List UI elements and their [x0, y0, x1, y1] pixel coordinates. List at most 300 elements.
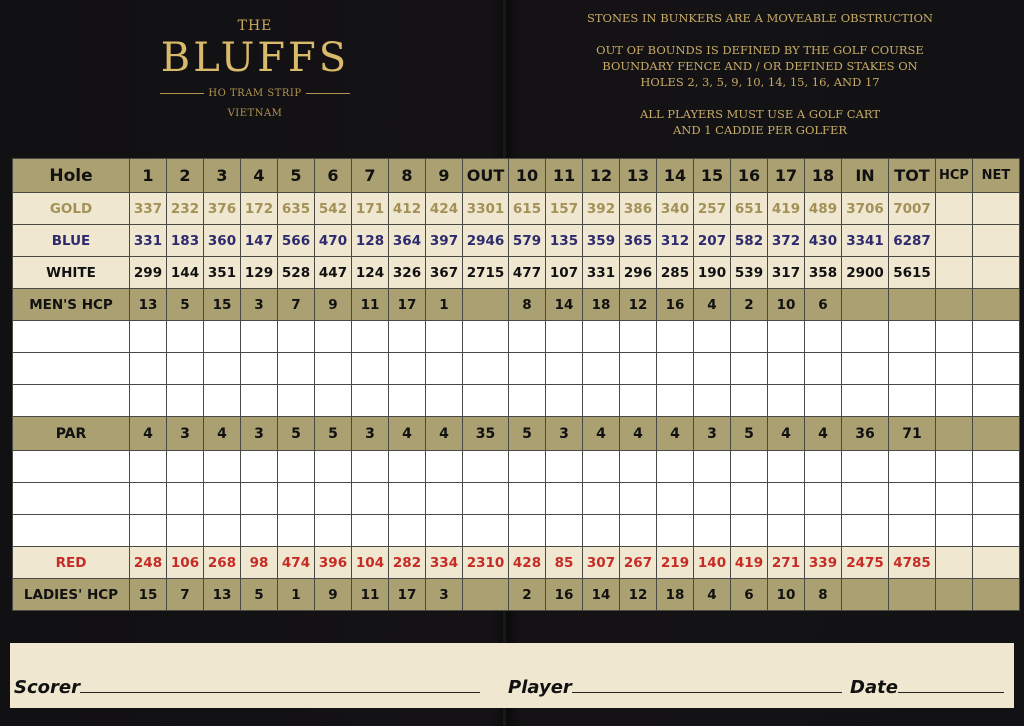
par-row-cell: 3	[546, 417, 583, 451]
player-label: Player	[508, 677, 572, 698]
ladies-hcp-row-cell: 16	[546, 579, 583, 611]
mens-hcp-row-cell: 11	[352, 289, 389, 321]
score-entry-cell[interactable]	[583, 353, 620, 385]
white-tee-row-cell	[936, 257, 973, 289]
gold-tee-row-cell: 340	[657, 193, 694, 225]
score-entry-cell[interactable]	[657, 385, 694, 417]
score-entry-cell[interactable]	[13, 515, 130, 547]
blue-tee-row-cell: 372	[768, 225, 805, 257]
score-entry-cell[interactable]	[583, 385, 620, 417]
score-entry-cell[interactable]	[389, 451, 426, 483]
score-entry-cell[interactable]	[315, 483, 352, 515]
gold-tee-row-cell: 386	[620, 193, 657, 225]
hole-header-row-cell: HCP	[936, 159, 973, 193]
logo-location-text: HO TRAM STRIP	[208, 88, 302, 99]
score-entry-cell[interactable]	[842, 385, 889, 417]
score-row	[13, 515, 1020, 547]
par-row-cell: 3	[241, 417, 278, 451]
par-row-cell: 71	[889, 417, 936, 451]
score-row	[13, 385, 1020, 417]
signature-strip	[10, 643, 1014, 708]
red-tee-row-cell: 219	[657, 547, 694, 579]
score-entry-cell[interactable]	[973, 451, 1020, 483]
gold-tee-row-cell	[973, 193, 1020, 225]
score-entry-cell[interactable]	[889, 451, 936, 483]
white-tee-row-cell: 317	[768, 257, 805, 289]
ladies-hcp-row-cell: 5	[241, 579, 278, 611]
score-entry-cell[interactable]	[546, 483, 583, 515]
hole-header-row-cell: 11	[546, 159, 583, 193]
gold-tee-row-label: GOLD	[13, 193, 130, 225]
score-entry-cell[interactable]	[315, 353, 352, 385]
par-row-cell: 3	[352, 417, 389, 451]
score-entry-cell[interactable]	[620, 385, 657, 417]
white-tee-row-cell: 296	[620, 257, 657, 289]
red-tee-row-cell: 339	[805, 547, 842, 579]
score-entry-cell[interactable]	[315, 385, 352, 417]
score-row	[13, 353, 1020, 385]
ladies-hcp-row-cell	[936, 579, 973, 611]
score-entry-cell[interactable]	[278, 451, 315, 483]
score-entry-cell[interactable]	[241, 385, 278, 417]
par-row-cell: 4	[426, 417, 463, 451]
hole-header-row-cell: OUT	[463, 159, 509, 193]
gold-tee-row-cell: 3706	[842, 193, 889, 225]
hole-header-row-cell: 13	[620, 159, 657, 193]
score-entry-cell[interactable]	[936, 515, 973, 547]
blue-tee-row-cell: 3341	[842, 225, 889, 257]
ladies-hcp-row-cell: 1	[278, 579, 315, 611]
hole-header-row-label: Hole	[13, 159, 130, 193]
score-entry-cell[interactable]	[546, 385, 583, 417]
scorer-field[interactable]	[14, 677, 480, 698]
red-tee-row-cell: 396	[315, 547, 352, 579]
score-entry-cell[interactable]	[463, 321, 509, 353]
score-entry-cell[interactable]	[889, 321, 936, 353]
par-row-cell: 4	[583, 417, 620, 451]
gold-tee-row-cell: 651	[731, 193, 768, 225]
score-entry-cell[interactable]	[315, 451, 352, 483]
white-tee-row-cell: 5615	[889, 257, 936, 289]
white-tee-row-cell: 358	[805, 257, 842, 289]
score-entry-cell[interactable]	[805, 321, 842, 353]
gold-tee-row-cell: 257	[694, 193, 731, 225]
red-tee-row-cell: 268	[204, 547, 241, 579]
score-entry-cell[interactable]	[546, 353, 583, 385]
score-entry-cell[interactable]	[842, 515, 889, 547]
blue-tee-row-cell: 135	[546, 225, 583, 257]
gold-tee-row-cell: 615	[509, 193, 546, 225]
white-tee-row-cell: 447	[315, 257, 352, 289]
score-entry-cell[interactable]	[426, 515, 463, 547]
mens-hcp-row-cell: 15	[204, 289, 241, 321]
score-entry-cell[interactable]	[694, 451, 731, 483]
par-row-cell	[973, 417, 1020, 451]
score-entry-cell[interactable]	[278, 321, 315, 353]
hole-header-row-cell: 6	[315, 159, 352, 193]
score-entry-cell[interactable]	[463, 515, 509, 547]
score-entry-cell[interactable]	[509, 515, 546, 547]
score-entry-cell[interactable]	[768, 451, 805, 483]
score-entry-cell[interactable]	[426, 321, 463, 353]
blue-tee-row-cell: 207	[694, 225, 731, 257]
blue-tee-row-cell: 397	[426, 225, 463, 257]
score-entry-cell[interactable]	[583, 321, 620, 353]
gold-tee-row-cell: 419	[768, 193, 805, 225]
score-entry-cell[interactable]	[509, 451, 546, 483]
white-tee-row-cell: 528	[278, 257, 315, 289]
hole-header-row-cell: 17	[768, 159, 805, 193]
score-entry-cell[interactable]	[204, 385, 241, 417]
score-entry-cell[interactable]	[13, 353, 130, 385]
par-row-cell: 35	[463, 417, 509, 451]
gold-tee-row-cell: 542	[315, 193, 352, 225]
ladies-hcp-row-cell: 4	[694, 579, 731, 611]
score-entry-cell[interactable]	[130, 515, 167, 547]
blue-tee-row-cell: 470	[315, 225, 352, 257]
white-tee-row-cell	[973, 257, 1020, 289]
red-tee-row-cell: 140	[694, 547, 731, 579]
gold-tee-row-cell: 376	[204, 193, 241, 225]
score-entry-cell[interactable]	[805, 451, 842, 483]
score-entry-cell[interactable]	[315, 321, 352, 353]
score-entry-cell[interactable]	[426, 483, 463, 515]
gold-tee-row-cell: 157	[546, 193, 583, 225]
score-entry-cell[interactable]	[620, 515, 657, 547]
blue-tee-row-cell: 2946	[463, 225, 509, 257]
score-entry-cell[interactable]	[805, 483, 842, 515]
score-entry-cell[interactable]	[583, 451, 620, 483]
score-entry-cell[interactable]	[426, 451, 463, 483]
hole-header-row-cell: 10	[509, 159, 546, 193]
red-tee-row-cell: 474	[278, 547, 315, 579]
score-entry-cell[interactable]	[241, 515, 278, 547]
score-entry-cell[interactable]	[768, 353, 805, 385]
score-entry-cell[interactable]	[620, 451, 657, 483]
ladies-hcp-row-cell: 2	[509, 579, 546, 611]
score-entry-cell[interactable]	[805, 515, 842, 547]
score-entry-cell[interactable]	[278, 515, 315, 547]
score-entry-cell[interactable]	[546, 321, 583, 353]
score-entry-cell[interactable]	[278, 385, 315, 417]
par-row-cell: 5	[509, 417, 546, 451]
score-entry-cell[interactable]	[768, 515, 805, 547]
score-entry-cell[interactable]	[463, 483, 509, 515]
score-entry-cell[interactable]	[352, 515, 389, 547]
score-entry-cell[interactable]	[130, 483, 167, 515]
score-entry-cell[interactable]	[889, 385, 936, 417]
score-entry-cell[interactable]	[509, 385, 546, 417]
score-entry-cell[interactable]	[13, 483, 130, 515]
score-entry-cell[interactable]	[130, 321, 167, 353]
score-entry-cell[interactable]	[13, 385, 130, 417]
score-entry-cell[interactable]	[973, 385, 1020, 417]
score-entry-cell[interactable]	[842, 353, 889, 385]
par-row-cell: 3	[694, 417, 731, 451]
blue-tee-row-cell: 183	[167, 225, 204, 257]
score-entry-cell[interactable]	[241, 483, 278, 515]
score-entry-cell[interactable]	[694, 483, 731, 515]
score-entry-cell[interactable]	[731, 385, 768, 417]
score-entry-cell[interactable]	[936, 385, 973, 417]
score-entry-cell[interactable]	[204, 321, 241, 353]
score-entry-cell[interactable]	[583, 483, 620, 515]
ladies-hcp-row-cell: 6	[731, 579, 768, 611]
red-tee-row-cell: 307	[583, 547, 620, 579]
score-entry-cell[interactable]	[805, 385, 842, 417]
date-line[interactable]	[898, 678, 1004, 693]
rule-3	[560, 106, 960, 138]
blue-tee-row-cell: 312	[657, 225, 694, 257]
mens-hcp-row-cell: 10	[768, 289, 805, 321]
score-entry-cell[interactable]	[352, 353, 389, 385]
score-entry-cell[interactable]	[936, 451, 973, 483]
blue-tee-row-cell: 6287	[889, 225, 936, 257]
logo-country: VIETNAM	[227, 108, 283, 119]
scorecard-table	[12, 158, 1020, 611]
score-entry-cell[interactable]	[620, 321, 657, 353]
score-entry-cell[interactable]	[204, 515, 241, 547]
red-tee-row-cell: 85	[546, 547, 583, 579]
hole-header-row	[13, 159, 1020, 193]
score-entry-cell[interactable]	[973, 483, 1020, 515]
score-entry-cell[interactable]	[768, 385, 805, 417]
score-entry-cell[interactable]	[694, 321, 731, 353]
mens-hcp-row-cell	[842, 289, 889, 321]
score-entry-cell[interactable]	[509, 483, 546, 515]
mens-hcp-row	[13, 289, 1020, 321]
hole-header-row-cell: 7	[352, 159, 389, 193]
mens-hcp-row-cell: 2	[731, 289, 768, 321]
score-entry-cell[interactable]	[463, 451, 509, 483]
par-row-cell: 4	[768, 417, 805, 451]
hole-header-row-cell: 5	[278, 159, 315, 193]
score-entry-cell[interactable]	[130, 451, 167, 483]
ladies-hcp-row-cell	[973, 579, 1020, 611]
score-entry-cell[interactable]	[889, 353, 936, 385]
player-field[interactable]	[508, 677, 842, 698]
date-field[interactable]	[850, 677, 1004, 698]
white-tee-row-cell: 144	[167, 257, 204, 289]
scorer-label: Scorer	[14, 677, 80, 698]
logo-rule-left	[160, 93, 204, 94]
score-entry-cell[interactable]	[389, 515, 426, 547]
score-entry-cell[interactable]	[389, 483, 426, 515]
scorer-line[interactable]	[80, 678, 480, 693]
rule-3-line-2: AND 1 CADDIE PER GOLFER	[672, 123, 848, 137]
score-entry-cell[interactable]	[889, 483, 936, 515]
score-entry-cell[interactable]	[657, 353, 694, 385]
score-row	[13, 451, 1020, 483]
hole-header-row-cell: 3	[204, 159, 241, 193]
score-entry-cell[interactable]	[352, 483, 389, 515]
hole-header-row-cell: NET	[973, 159, 1020, 193]
ladies-hcp-row-cell: 14	[583, 579, 620, 611]
score-entry-cell[interactable]	[546, 515, 583, 547]
score-entry-cell[interactable]	[167, 483, 204, 515]
par-row-cell	[936, 417, 973, 451]
par-row-label: PAR	[13, 417, 130, 451]
hole-header-row-cell: 18	[805, 159, 842, 193]
score-entry-cell[interactable]	[973, 321, 1020, 353]
mens-hcp-row-cell: 5	[167, 289, 204, 321]
score-entry-cell[interactable]	[463, 385, 509, 417]
blue-tee-row-cell: 365	[620, 225, 657, 257]
blue-tee-row-cell: 430	[805, 225, 842, 257]
score-entry-cell[interactable]	[694, 353, 731, 385]
ladies-hcp-row-cell: 12	[620, 579, 657, 611]
score-entry-cell[interactable]	[694, 385, 731, 417]
score-entry-cell[interactable]	[731, 321, 768, 353]
score-entry-cell[interactable]	[620, 483, 657, 515]
blue-tee-row-label: BLUE	[13, 225, 130, 257]
gold-tee-row	[13, 193, 1020, 225]
score-entry-cell[interactable]	[167, 515, 204, 547]
score-entry-cell[interactable]	[731, 353, 768, 385]
red-tee-row-cell	[936, 547, 973, 579]
score-entry-cell[interactable]	[426, 353, 463, 385]
hole-header-row-cell: 1	[130, 159, 167, 193]
blue-tee-row-cell	[973, 225, 1020, 257]
score-entry-cell[interactable]	[352, 451, 389, 483]
score-entry-cell[interactable]	[130, 353, 167, 385]
score-entry-cell[interactable]	[842, 451, 889, 483]
score-entry-cell[interactable]	[167, 385, 204, 417]
red-tee-row-cell: 106	[167, 547, 204, 579]
red-tee-row-cell: 334	[426, 547, 463, 579]
gold-tee-row-cell: 635	[278, 193, 315, 225]
score-entry-cell[interactable]	[315, 515, 352, 547]
score-entry-cell[interactable]	[936, 483, 973, 515]
hole-header-row-cell: 4	[241, 159, 278, 193]
red-tee-row-cell: 2310	[463, 547, 509, 579]
hole-header-row-cell: 12	[583, 159, 620, 193]
red-tee-row-label: RED	[13, 547, 130, 579]
score-entry-cell[interactable]	[509, 353, 546, 385]
ladies-hcp-row-cell	[842, 579, 889, 611]
score-entry-cell[interactable]	[936, 321, 973, 353]
score-entry-cell[interactable]	[842, 321, 889, 353]
score-entry-cell[interactable]	[426, 385, 463, 417]
ladies-hcp-row-cell: 7	[167, 579, 204, 611]
score-entry-cell[interactable]	[694, 515, 731, 547]
blue-tee-row-cell: 128	[352, 225, 389, 257]
score-entry-cell[interactable]	[389, 321, 426, 353]
score-entry-cell[interactable]	[546, 451, 583, 483]
score-entry-cell[interactable]	[889, 515, 936, 547]
hole-header-row-cell: IN	[842, 159, 889, 193]
white-tee-row-cell: 326	[389, 257, 426, 289]
mens-hcp-row-cell: 1	[426, 289, 463, 321]
score-entry-cell[interactable]	[731, 451, 768, 483]
white-tee-row-cell: 107	[546, 257, 583, 289]
logo-the: THE	[237, 18, 273, 34]
score-entry-cell[interactable]	[805, 353, 842, 385]
logo-name: BLUFFS	[160, 35, 350, 81]
blue-tee-row-cell	[936, 225, 973, 257]
score-entry-cell[interactable]	[389, 385, 426, 417]
score-entry-cell[interactable]	[352, 321, 389, 353]
mens-hcp-row-cell: 17	[389, 289, 426, 321]
score-entry-cell[interactable]	[167, 451, 204, 483]
red-tee-row-cell: 4785	[889, 547, 936, 579]
gold-tee-row-cell: 489	[805, 193, 842, 225]
score-entry-cell[interactable]	[509, 321, 546, 353]
score-entry-cell[interactable]	[241, 353, 278, 385]
score-entry-cell[interactable]	[463, 353, 509, 385]
score-entry-cell[interactable]	[204, 353, 241, 385]
white-tee-row-cell: 2900	[842, 257, 889, 289]
blue-tee-row-cell: 582	[731, 225, 768, 257]
gold-tee-row-cell: 424	[426, 193, 463, 225]
score-entry-cell[interactable]	[13, 451, 130, 483]
par-row-cell: 4	[204, 417, 241, 451]
ladies-hcp-row-cell: 18	[657, 579, 694, 611]
red-tee-row-cell: 104	[352, 547, 389, 579]
score-entry-cell[interactable]	[352, 385, 389, 417]
ladies-hcp-row-cell: 9	[315, 579, 352, 611]
score-entry-cell[interactable]	[973, 353, 1020, 385]
score-entry-cell[interactable]	[842, 483, 889, 515]
score-entry-cell[interactable]	[167, 321, 204, 353]
score-entry-cell[interactable]	[731, 515, 768, 547]
gold-tee-row-cell: 171	[352, 193, 389, 225]
blue-tee-row-cell: 359	[583, 225, 620, 257]
gold-tee-row-cell: 412	[389, 193, 426, 225]
score-entry-cell[interactable]	[657, 451, 694, 483]
hole-header-row-cell: 16	[731, 159, 768, 193]
rule-3-line-1: ALL PLAYERS MUST USE A GOLF CART	[640, 107, 880, 121]
score-entry-cell[interactable]	[204, 483, 241, 515]
blue-tee-row-cell: 364	[389, 225, 426, 257]
score-entry-cell[interactable]	[731, 483, 768, 515]
par-row-cell: 4	[620, 417, 657, 451]
gold-tee-row-cell: 172	[241, 193, 278, 225]
score-entry-cell[interactable]	[130, 385, 167, 417]
red-tee-row-cell: 282	[389, 547, 426, 579]
score-entry-cell[interactable]	[973, 515, 1020, 547]
score-entry-cell[interactable]	[768, 483, 805, 515]
rule-2-line-1: OUT OF BOUNDS IS DEFINED BY THE GOLF COURSE	[596, 43, 924, 57]
score-entry-cell[interactable]	[278, 483, 315, 515]
score-entry-cell[interactable]	[167, 353, 204, 385]
score-entry-cell[interactable]	[657, 483, 694, 515]
score-entry-cell[interactable]	[657, 321, 694, 353]
par-row-cell: 4	[805, 417, 842, 451]
hole-header-row-cell: 8	[389, 159, 426, 193]
score-entry-cell[interactable]	[389, 353, 426, 385]
mens-hcp-row-cell: 12	[620, 289, 657, 321]
score-entry-cell[interactable]	[620, 353, 657, 385]
player-line[interactable]	[572, 678, 842, 693]
score-entry-cell[interactable]	[241, 321, 278, 353]
white-tee-row-cell: 367	[426, 257, 463, 289]
score-entry-cell[interactable]	[768, 321, 805, 353]
rule-2-line-3: HOLES 2, 3, 5, 9, 10, 14, 15, 16, AND 17	[640, 75, 880, 89]
score-entry-cell[interactable]	[657, 515, 694, 547]
score-entry-cell[interactable]	[278, 353, 315, 385]
score-entry-cell[interactable]	[241, 451, 278, 483]
score-entry-cell[interactable]	[936, 353, 973, 385]
ladies-hcp-row-cell: 15	[130, 579, 167, 611]
ladies-hcp-row-label: LADIES' HCP	[13, 579, 130, 611]
score-row	[13, 321, 1020, 353]
mens-hcp-row-cell: 6	[805, 289, 842, 321]
score-entry-cell[interactable]	[583, 515, 620, 547]
red-tee-row-cell: 2475	[842, 547, 889, 579]
score-entry-cell[interactable]	[204, 451, 241, 483]
score-entry-cell[interactable]	[13, 321, 130, 353]
